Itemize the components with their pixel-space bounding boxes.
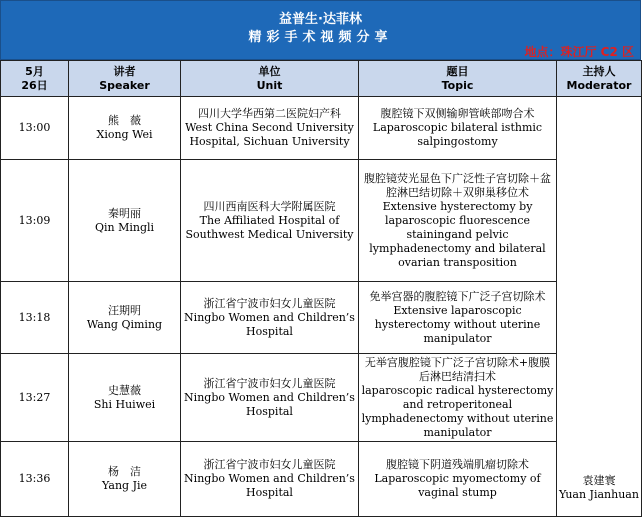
unit-cell: 浙江省宁波市妇女儿童医院 Ningbo Women and Children’s Hospital: [181, 282, 359, 354]
header-speaker: 讲者 Speaker: [69, 61, 181, 97]
time-cell: 13:00: [1, 97, 69, 160]
table-row: [1, 282, 642, 354]
table-row: [1, 442, 642, 517]
speaker-cell: 秦明丽 Qin Mingli: [69, 160, 181, 282]
topic-cell: 腹腔镜下阴道残端肌瘤切除术 Laparoscopic myomectomy of vaginal stump: [359, 442, 557, 517]
speaker-cell: 杨 洁 Yang Jie: [69, 442, 181, 517]
schedule-table: [0, 60, 642, 517]
table-row: [1, 160, 642, 282]
header-moderator: 主持人 Moderator: [557, 61, 642, 97]
unit-cell: 四川大学华西第二医院妇产科 West China Second University Hospital, Sichuan University: [181, 97, 359, 160]
speaker-cell: 史慧薇 Shi Huiwei: [69, 354, 181, 442]
table-row: [1, 354, 642, 442]
unit-cell: 浙江省宁波市妇女儿童医院 Ningbo Women and Children’s Hospital: [181, 442, 359, 517]
time-cell: 13:27: [1, 354, 69, 442]
session-location: 地点：珠江厅 C2 区: [524, 45, 634, 59]
time-cell: 13:18: [1, 282, 69, 354]
topic-cell: 免举宫器的腹腔镜下广泛子宫切除术 Extensive laparoscopic hysterectomy without uterine manipulator: [359, 282, 557, 354]
session-banner: [0, 0, 641, 60]
table-row: [1, 97, 642, 160]
time-cell: 13:36: [1, 442, 69, 517]
header-unit: 单位 Unit: [181, 61, 359, 97]
speaker-cell: 熊 薇 Xiong Wei: [69, 97, 181, 160]
header-date: 5月 26日: [1, 61, 69, 97]
topic-cell: 无举宫腹腔镜下广泛子宫切除术+腹膜后淋巴结清扫术 laparoscopic radical hysterectomy and retroperitoneal lymphadenectomy without uterine manipulator: [359, 354, 557, 442]
speaker-cell: 汪期明 Wang Qiming: [69, 282, 181, 354]
session-subtitle: 精彩手术视频分享: [248, 30, 393, 45]
header-topic: 题目 Topic: [359, 61, 557, 97]
topic-cell: 腹腔镜下双侧输卵管峡部吻合术 Laparoscopic bilateral isthmic salpingostomy: [359, 97, 557, 160]
topic-cell: 腹腔镜荧光显色下广泛性子宫切除＋盆腔淋巴结切除＋双卵巢移位术 Extensive hysterectomy by laparoscopic fluorescence stainingand pelvic lymphadenectomy and bilateral ovarian transposition: [359, 160, 557, 282]
time-cell: 13:09: [1, 160, 69, 282]
table-header-row: [1, 61, 642, 97]
unit-cell: 四川西南医科大学附属医院 The Affiliated Hospital of Southwest Medical University: [181, 160, 359, 282]
session-title: 益普生·达菲林: [279, 12, 362, 27]
unit-cell: 浙江省宁波市妇女儿童医院 Ningbo Women and Children’s Hospital: [181, 354, 359, 442]
moderator-cell: 袁建寰 Yuan Jianhuan: [557, 97, 642, 517]
